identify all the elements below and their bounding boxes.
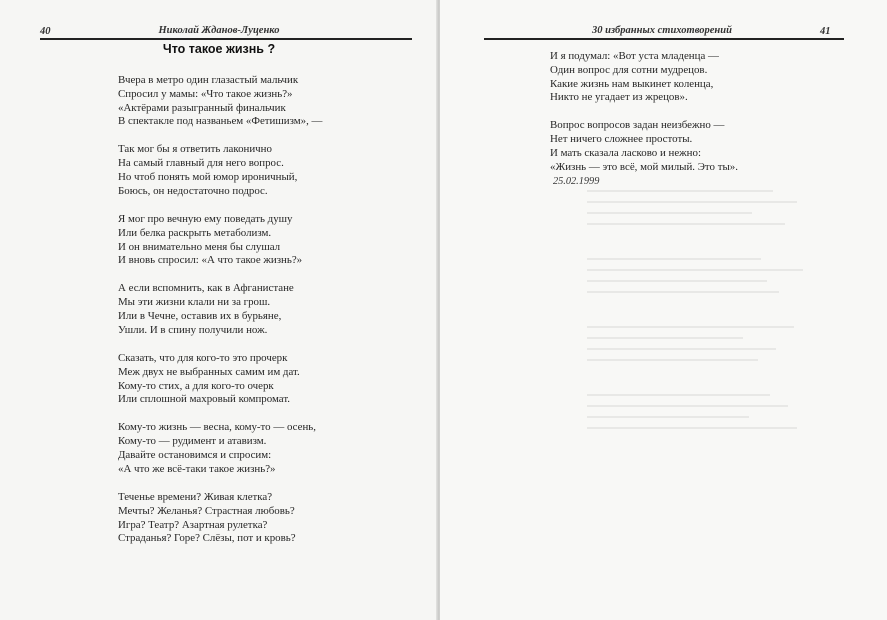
poem-line: Вопрос вопросов задан неизбежно — — [550, 119, 725, 132]
poem-line: Мечты? Желанья? Страстная любовь? — [118, 504, 295, 517]
stanza — [118, 143, 322, 198]
stanza — [118, 352, 322, 407]
poem-line: Или в Чечне, оставив их в бурьяне, — [118, 310, 282, 323]
stanza — [118, 74, 322, 129]
stanza — [550, 119, 738, 174]
left-page-number: 40 — [40, 26, 51, 37]
poem-line: А если вспомнить, как в Афганистане — [118, 282, 294, 295]
poem-line: Какие жизнь нам выкинет коленца, — [550, 77, 714, 90]
poem-line: И вновь спросил: «А что такое жизнь?» — [118, 254, 303, 267]
stanza — [118, 282, 322, 337]
poem-line: Кому-то стих, а для кого-то очерк — [118, 379, 274, 392]
poem-line: Спросил у мамы: «Что такое жизнь?» — [118, 87, 293, 100]
right-page — [440, 0, 887, 620]
stanza — [550, 50, 738, 105]
right-running-header: 30 избранных стихотворений — [592, 25, 732, 36]
poem-line: Мы эти жизни клали ни за грош. — [118, 296, 271, 309]
poem-line: Меж двух не выбранных самим им дат. — [118, 365, 300, 378]
poem-line: Но чтоб понять мой юмор ироничный, — [118, 171, 298, 184]
left-page — [0, 0, 438, 620]
left-running-header: Николай Жданов-Луценко — [158, 25, 280, 36]
poem-line: Кому-то жизнь — весна, кому-то — осень, — [118, 421, 316, 434]
poem-line: Теченье времени? Живая клетка? — [118, 490, 273, 503]
poem-line: Нет ничего сложнее простоты. — [550, 133, 693, 146]
poem-line: Кому-то — рудимент и атавизм. — [118, 435, 267, 448]
poem-line: Боюсь, он недостаточно подрос. — [118, 184, 268, 197]
poem-line: Один вопрос для сотни мудрецов. — [550, 63, 708, 76]
poem-line: Давайте остановимся и спросим: — [118, 449, 272, 462]
poem-line: Вчера в метро один глазастый мальчик — [118, 74, 299, 86]
right-poem-body — [550, 50, 738, 189]
poem-line: И он внимательно меня бы слушал — [118, 240, 281, 253]
poem-line: Сказать, что для кого-то это прочерк — [118, 351, 288, 364]
stanza — [118, 213, 322, 268]
poem-line: Игра? Театр? Азартная рулетка? — [118, 518, 268, 531]
stanza — [118, 421, 322, 476]
poem-line: Никто не угадает из жрецов». — [550, 91, 688, 104]
poem-line: Или сплошной махровый компромат. — [118, 393, 291, 406]
poem-line: Ушли. И в спину получили нож. — [118, 323, 268, 336]
poem-date: 25.02.1999 — [553, 176, 600, 187]
poem-line: «Жизнь — это всё, мой милый. Это ты». — [550, 160, 738, 173]
stanza — [118, 491, 322, 546]
poem-line: На самый главный для него вопрос. — [118, 157, 284, 170]
poem-line: И я подумал: «Вот уста младенца — — [550, 50, 719, 62]
poem-line: «Актёрами разыгранный финальчик — [118, 101, 286, 114]
poem-line: Я мог про вечную ему поведать душу — [118, 212, 293, 225]
poem-line: «А что же всё-таки такое жизнь?» — [118, 462, 276, 475]
left-header-rule — [40, 38, 412, 40]
left-poem-body — [118, 74, 322, 560]
poem-line: Страданья? Горе? Слёзы, пот и кровь? — [118, 532, 296, 545]
right-header-rule — [484, 38, 844, 40]
poem-line: И мать сказала ласково и нежно: — [550, 147, 701, 160]
poem-line: В спектакле под названьем «Фетишизм», — — [118, 115, 323, 128]
poem-title: Что такое жизнь ? — [162, 42, 276, 56]
right-page-number: 41 — [820, 26, 831, 37]
show-through-texture — [587, 190, 887, 570]
poem-line: Так мог бы я ответить лаконично — [118, 143, 272, 156]
poem-line: Или белка раскрыть метаболизм. — [118, 226, 272, 239]
